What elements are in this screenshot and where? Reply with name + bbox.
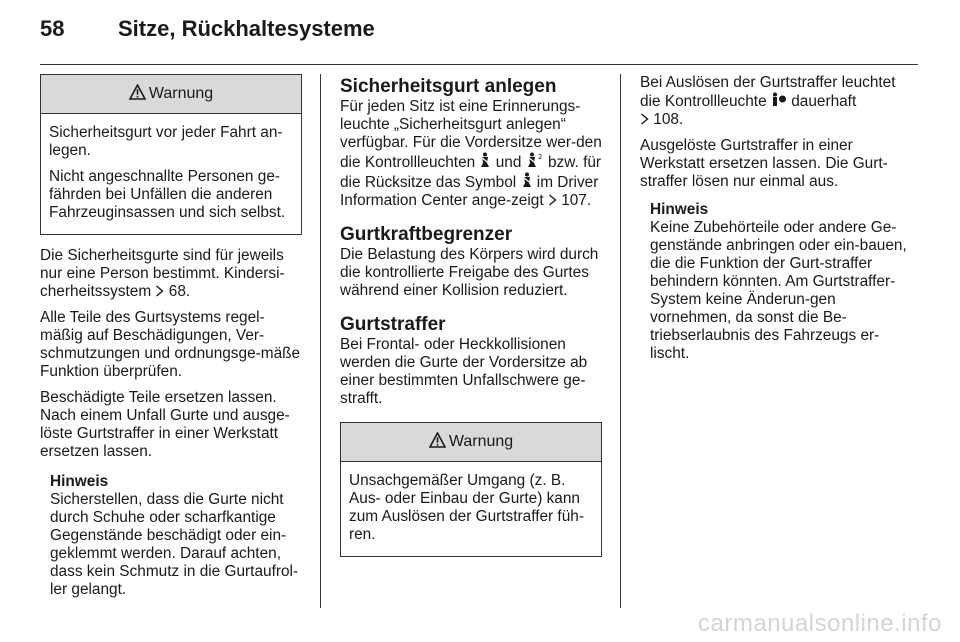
section-heading: Sicherheitsgurt anlegen	[340, 76, 557, 97]
warning-body	[41, 114, 301, 234]
page-number: 58	[40, 16, 65, 41]
warning-header	[41, 75, 301, 114]
paragraph	[40, 247, 302, 301]
note-text: Sicherstellen, dass die Gurte nicht durch Schuhe oder scharfkantige Gegenstände beschädigt oder ein-geklemmt werden. Darauf achten, dass kein Schmutz in die Gurtaufrol-ler gelangt.	[50, 491, 299, 598]
paragraph: Alle Teile des Gurtsystems regel-mäßig auf Beschädigungen, Ver-schmutzungen und ordnungsge-mäße Funktion überprüfen.	[40, 309, 301, 380]
paragraph-text: im Driver Information Center ange-zeigt	[340, 174, 599, 209]
warning-triangle-icon	[129, 84, 146, 100]
airbag-warning-icon	[771, 92, 787, 107]
section-heading: Gurtkraftbegrenzer	[340, 224, 513, 245]
warning-box	[40, 74, 302, 235]
paragraph-text: Bei Auslösen der Gurtstraffer leuchtet die Kontrollleuchte	[640, 74, 896, 110]
seatbelt-icon	[479, 152, 491, 168]
column-divider	[320, 74, 321, 608]
paragraph-text: dauerhaft	[791, 93, 857, 110]
page-reference[interactable]: 107.	[561, 192, 592, 209]
page-reference[interactable]: 108.	[653, 111, 684, 128]
paragraph-text: und	[495, 154, 522, 171]
paragraph	[340, 98, 602, 210]
column-divider	[620, 74, 621, 608]
paragraph: Die Belastung des Körpers wird durch die kontrollierte Freigabe des Gurtes während einer Kollision reduziert.	[340, 246, 599, 299]
column-2	[340, 74, 602, 569]
warning-title: Warnung	[148, 85, 214, 102]
paragraph: Bei Frontal- oder Heckkollisionen werden die Gurte der Vordersitze ab einer bestimmten Unfallschwere ge-strafft.	[340, 336, 588, 407]
paragraph-text: Für jeden Sitz ist eine Erinnerungs-leuchte „Sicherheitsgurt anlegen“ verfügbar. Für die Vordersitze wer-den die Kontrollleuchten	[340, 98, 602, 171]
section-heading: Gurtstraffer	[340, 314, 446, 335]
column-3	[640, 74, 908, 363]
note-title: Hinweis	[50, 473, 109, 490]
note	[50, 473, 302, 599]
seatbelt-passenger-icon	[526, 152, 544, 168]
warning-header	[341, 423, 601, 462]
page-reference-icon	[155, 285, 164, 297]
paragraph	[640, 74, 908, 129]
note-title: Hinweis	[650, 201, 709, 218]
page-header	[40, 16, 375, 42]
page-reference-icon	[640, 113, 649, 125]
seatbelt-icon	[521, 172, 533, 188]
watermark: carmanualsonline.info	[698, 610, 942, 637]
page-reference[interactable]: 68.	[168, 283, 191, 300]
header-rule	[40, 64, 918, 65]
warning-text: Nicht angeschnallte Personen ge-fährden bei Unfällen die anderen Fahrzeuginsassen und sich selbst.	[49, 168, 286, 221]
warning-title: Warnung	[448, 433, 514, 450]
warning-body	[341, 462, 601, 556]
column-1	[40, 74, 302, 599]
page-reference-icon	[548, 194, 557, 206]
warning-text: Unsachgemäßer Umgang (z. B. Aus- oder Einbau der Gurte) kann zum Auslösen der Gurtstraffer füh-ren.	[349, 472, 584, 543]
warning-triangle-icon	[429, 432, 446, 448]
paragraph-text: bzw. für die Rücksitze das Symbol	[340, 154, 602, 191]
svg-text:2: 2	[537, 153, 543, 161]
paragraph: Beschädigte Teile ersetzen lassen. Nach einem Unfall Gurte und ausge-löste Gurtstraffer in einer Werkstatt ersetzen lassen.	[40, 389, 290, 460]
page-title: Sitze, Rückhaltesysteme	[118, 16, 375, 41]
note	[650, 201, 908, 363]
paragraph-text: Die Sicherheitsgurte sind für jeweils nur eine Person bestimmt. Kindersi-cherheitssystem	[40, 247, 285, 300]
paragraph: Ausgelöste Gurtstraffer in einer Werkstatt ersetzen lassen. Die Gurt-straffer lösen nur einmal aus.	[640, 137, 888, 190]
warning-text: Sicherheitsgurt vor jeder Fahrt an-legen.	[49, 124, 283, 159]
note-text: Keine Zubehörteile oder andere Ge-genstände anbringen oder ein-bauen, die die Funktion der Gurt-straffer behindern könnten. Am Gurtstraffer-System keine Änderun-gen vornehmen, da sonst die Be-triebserlaubnis des Fahrzeugs er-lischt.	[650, 219, 907, 362]
warning-box	[340, 422, 602, 557]
